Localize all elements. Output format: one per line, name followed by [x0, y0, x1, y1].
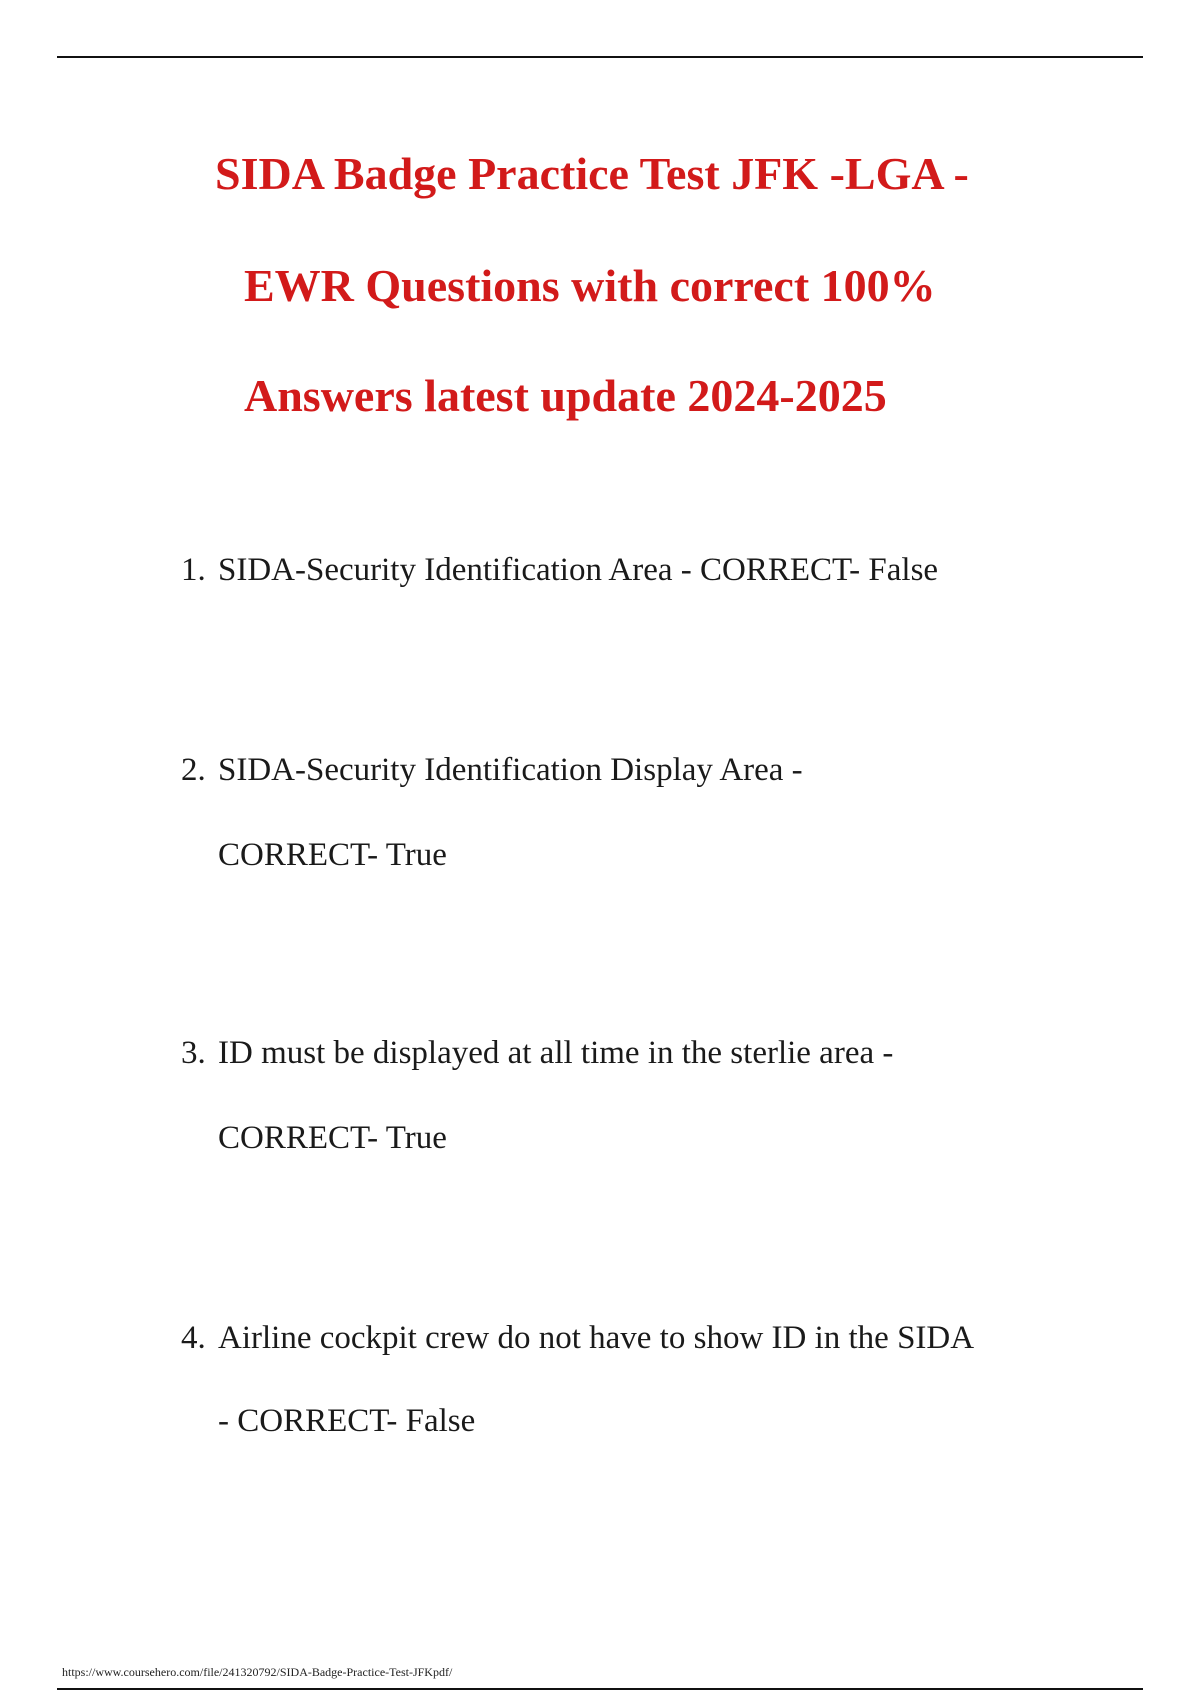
question-text: Airline cockpit crew do not have to show ID in the SIDA [218, 1320, 975, 1356]
question-number: 4. [181, 1320, 206, 1356]
question-answer-line: CORRECT- True [218, 837, 447, 873]
question-number: 1. [181, 552, 206, 588]
question-text: ID must be displayed at all time in the sterlie area - [218, 1035, 894, 1071]
question-number: 3. [181, 1035, 206, 1071]
title-line-3: Answers latest update 2024-2025 [244, 370, 887, 421]
question-number: 2. [181, 752, 206, 788]
footer-source-url: https://www.coursehero.com/file/241320792/SIDA-Badge-Practice-Test-JFKpdf/ [62, 1665, 453, 1679]
top-rule [57, 56, 1143, 58]
question-text: SIDA-Security Identification Area - CORRECT- False [218, 552, 939, 588]
question-answer-line: CORRECT- True [218, 1120, 447, 1156]
question-answer-line: - CORRECT- False [218, 1403, 476, 1439]
title-line-1: SIDA Badge Practice Test JFK -LGA - [215, 148, 969, 199]
question-text: SIDA-Security Identification Display Area - [218, 752, 803, 788]
bottom-rule [57, 1688, 1143, 1690]
title-line-2: EWR Questions with correct 100% [244, 260, 936, 311]
